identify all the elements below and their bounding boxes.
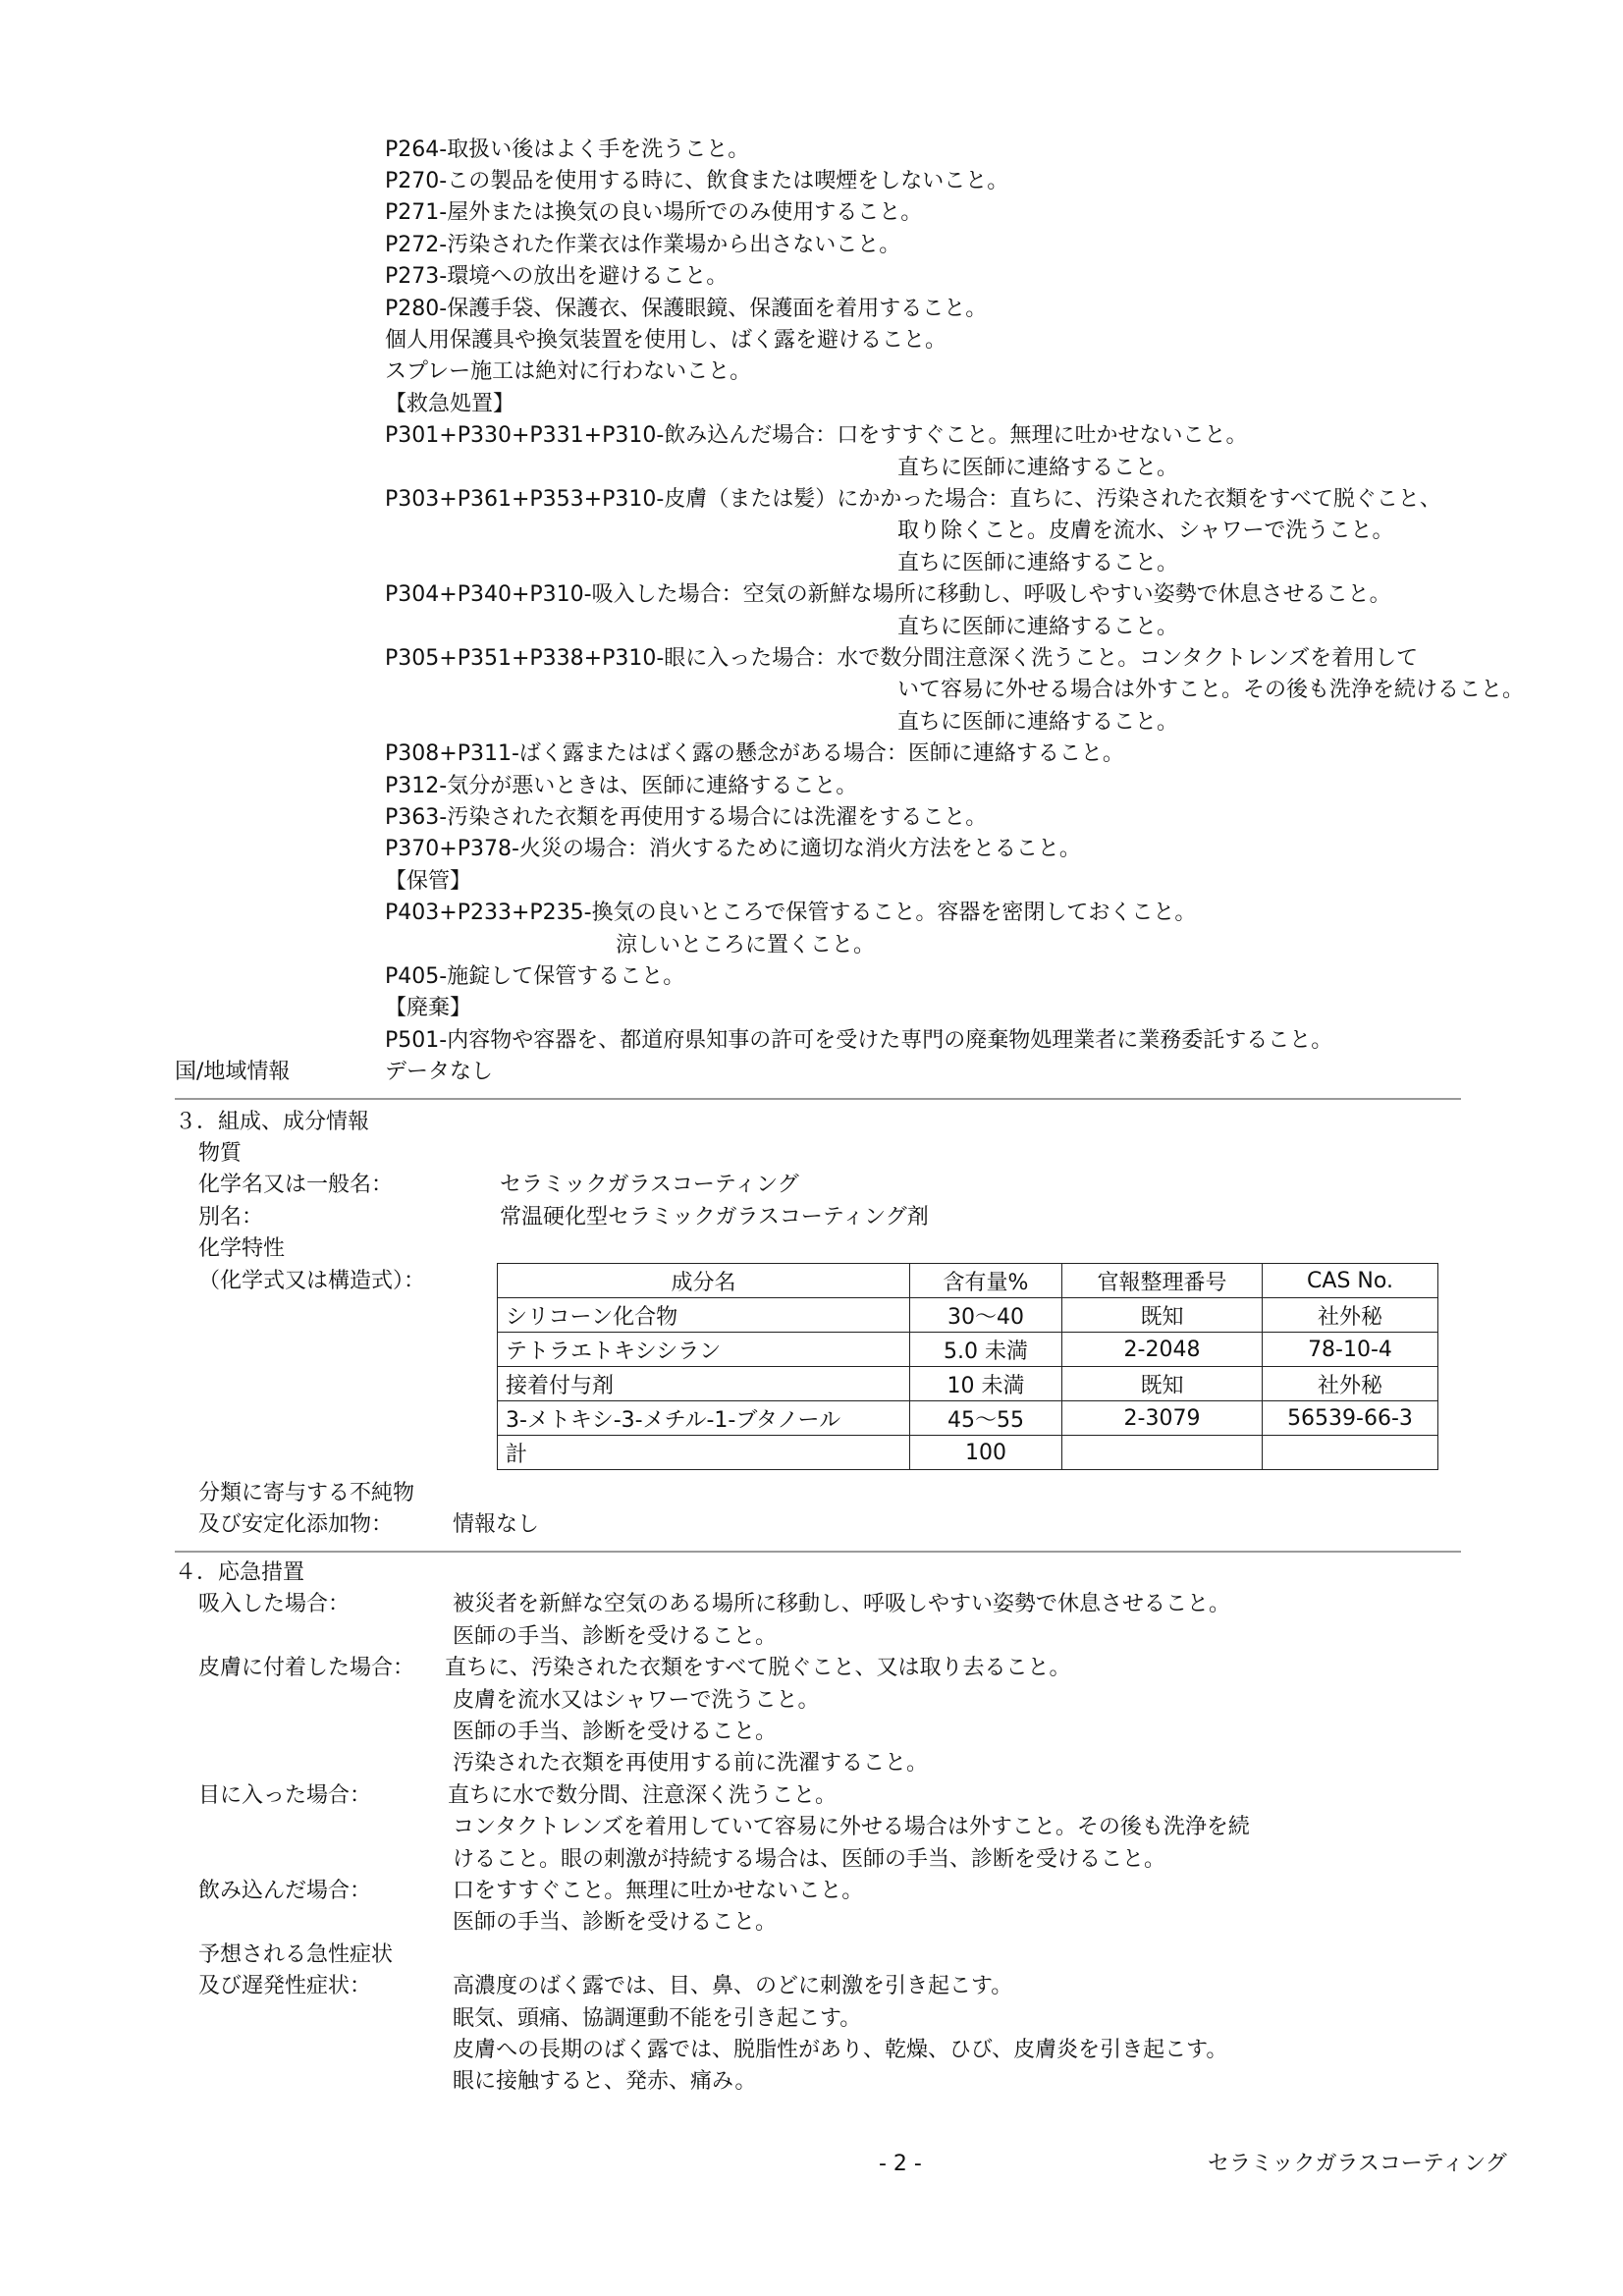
precaution-line: P405-施錠して保管すること。 [385,964,685,989]
precaution-line: 涼しいところに置くこと。 [616,933,876,957]
table-cell: 100 [910,1436,1062,1470]
table-cell: 社外秘 [1263,1367,1438,1401]
page-number: - 2 - [879,2152,922,2176]
eye-line: コンタクトレンズを着用していて容易に外せる場合は外すこと。その後も洗浄を続 [453,1815,1250,1839]
precaution-line: 直ちに医師に連絡すること。 [897,710,1179,735]
table-cell: 56539-66-3 [1263,1401,1438,1436]
table-header: 含有量% [910,1264,1062,1298]
precaution-line: 個人用保護具や換気装置を使用し、ばく露を避けること。 [385,328,947,353]
table-row [498,1401,1438,1436]
precaution-line: P363-汚染された衣類を再使用する場合には洗濯をすること。 [385,805,988,830]
precaution-line: P270-この製品を使用する時に、飲食または喫煙をしないこと。 [385,169,1009,193]
table-cell: シリコーン化合物 [498,1298,910,1333]
alias-value: 常温硬化型セラミックガラスコーティング剤 [500,1205,929,1230]
chem-name-label: 化学名又は一般名： [198,1173,394,1197]
country-info-label: 国/地域情報 [175,1060,291,1084]
table-header: 官報整理番号 [1062,1264,1263,1298]
table-cell: 5.0 未満 [910,1333,1062,1367]
inhaled-line: 医師の手当、診断を受けること。 [453,1624,778,1649]
precaution-line: P304+P340+P310-吸入した場合：空気の新鮮な場所に移動し、呼吸しやすい姿勢で休息させること。 [385,582,1391,607]
footer-product-name: セラミックガラスコーティング [1208,2152,1507,2176]
precaution-line: P312-気分が悪いときは、医師に連絡すること。 [385,774,858,798]
swallowed-line: 医師の手当、診断を受けること。 [453,1910,778,1935]
alias-label: 別名： [198,1205,264,1230]
substance-label: 物質 [198,1141,243,1166]
precaution-line: P305+P351+P338+P310-眼に入った場合：水で数分間注意深く洗うこと。コンタクトレンズを着用して [385,646,1419,671]
precaution-subheading: 【廃棄】 [385,996,472,1020]
precaution-line: 取り除くこと。皮膚を流水、シャワーで洗うこと。 [897,519,1394,543]
table-row [498,1298,1438,1333]
section-divider [175,1098,1461,1100]
precaution-line: P303+P361+P353+P310-皮膚（または髪）にかかった場合：直ちに、汚染された衣類をすべて脱ぐこと、 [385,487,1441,512]
skin-line: 直ちに、汚染された衣類をすべて脱ぐこと、又は取り去ること。 [445,1656,1071,1680]
precaution-subheading: 【保管】 [385,869,472,894]
skin-label: 皮膚に付着した場合： [198,1656,415,1680]
table-row [498,1367,1438,1401]
skin-line: 皮膚を流水又はシャワーで洗うこと。 [453,1688,820,1713]
precaution-line: 直ちに医師に連絡すること。 [897,551,1179,575]
table-cell: テトラエトキシシラン [498,1333,910,1367]
inhaled-line: 被災者を新鮮な空気のある場所に移動し、呼吸しやすい姿勢で休息させること。 [453,1592,1231,1616]
table-cell: 2-2048 [1062,1333,1263,1367]
precaution-line: いて容易に外せる場合は外すこと。その後も洗浄を続けること。 [897,678,1525,702]
chem-name-value: セラミックガラスコーティング [500,1173,799,1197]
table-cell: 社外秘 [1263,1298,1438,1333]
table-cell: 既知 [1062,1367,1263,1401]
table-row [498,1333,1438,1367]
impurity-value: 情報なし [453,1512,540,1537]
section-divider [175,1551,1461,1553]
eye-line: けること。眼の刺激が持続する場合は、医師の手当、診断を受けること。 [453,1847,1166,1872]
swallowed-line: 口をすすぐこと。無理に吐かせないこと。 [453,1879,864,1903]
precaution-line: 直ちに医師に連絡すること。 [897,615,1179,639]
precaution-line: 直ちに医師に連絡すること。 [897,456,1179,480]
composition-table [497,1263,1438,1470]
precaution-line: P308+P311-ばく露またはばく露の懸念がある場合：医師に連絡すること。 [385,741,1124,766]
table-cell [1062,1436,1263,1470]
impurity-label: 及び安定化添加物： [198,1512,394,1537]
skin-line: 医師の手当、診断を受けること。 [453,1720,778,1744]
formula-label: （化学式又は構造式）： [198,1269,426,1293]
precaution-line: P301+P330+P331+P310-飲み込んだ場合：口をすすぐこと。無理に吐かせないこと。 [385,423,1248,448]
table-cell: 計 [498,1436,910,1470]
table-header: CAS No. [1263,1264,1438,1298]
precaution-line: P273-環境への放出を避けること。 [385,264,729,289]
eye-label: 目に入った場合： [198,1783,372,1808]
table-cell: 45～55 [910,1401,1062,1436]
table-cell: 78-10-4 [1263,1333,1438,1367]
table-cell: 10 未満 [910,1367,1062,1401]
section-4-title: ４．応急措置 [175,1560,305,1585]
table-header-row [498,1264,1438,1298]
table-cell [1263,1436,1438,1470]
symptoms-line: 眠気、頭痛、協調運動不能を引き起こす。 [453,2006,862,2031]
symptoms-line: 眼に接触すると、発赤、痛み。 [453,2069,757,2094]
table-cell: 既知 [1062,1298,1263,1333]
symptoms-label: 及び遅発性症状： [198,1974,372,1998]
precaution-line: P280-保護手袋、保護衣、保護眼鏡、保護面を着用すること。 [385,297,988,321]
table-header: 成分名 [498,1264,910,1298]
precaution-line: P501-内容物や容器を、都道府県知事の許可を受けた専門の廃棄物処理業者に業務委託すること。 [385,1028,1333,1053]
symptoms-label: 予想される急性症状 [198,1942,394,1967]
precaution-line: P271-屋外または換気の良い場所でのみ使用すること。 [385,200,923,225]
swallowed-label: 飲み込んだ場合： [198,1879,372,1903]
precaution-line: スプレー施工は絶対に行わないこと。 [385,359,752,384]
chem-props-label: 化学特性 [198,1236,286,1261]
inhaled-label: 吸入した場合： [198,1592,351,1616]
precaution-subheading: 【救急処置】 [385,392,515,416]
table-cell: 30～40 [910,1298,1062,1333]
precaution-line: P264-取扱い後はよく手を洗うこと。 [385,137,750,162]
symptoms-line: 高濃度のばく露では、目、鼻、のどに刺激を引き起こす。 [453,1974,1013,1998]
section-3-title: ３．組成、成分情報 [175,1110,370,1134]
precaution-line: P403+P233+P235-換気の良いところで保管すること。容器を密閉しておくこと。 [385,901,1197,925]
table-cell: 接着付与剤 [498,1367,910,1401]
country-info-value: データなし [385,1060,494,1084]
skin-line: 汚染された衣類を再使用する前に洗濯すること。 [453,1751,929,1776]
eye-line: 直ちに水で数分間、注意深く洗うこと。 [448,1783,838,1808]
precaution-line: P370+P378-火災の場合：消火するために適切な消火方法をとること。 [385,837,1081,861]
symptoms-line: 皮膚への長期のばく露では、脱脂性があり、乾燥、ひび、皮膚炎を引き起こす。 [453,2038,1228,2062]
table-row [498,1436,1438,1470]
impurity-label: 分類に寄与する不純物 [198,1481,415,1505]
table-cell: 3-メトキシ-3-メチル-1-ブタノール [498,1401,910,1436]
table-cell: 2-3079 [1062,1401,1263,1436]
precaution-line: P272-汚染された作業衣は作業場から出さないこと。 [385,233,901,257]
